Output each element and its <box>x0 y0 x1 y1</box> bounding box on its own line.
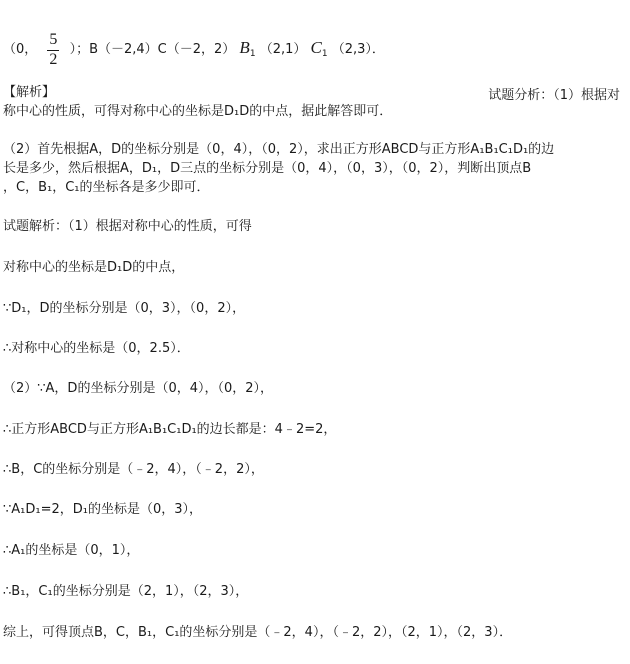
solution-line-5: ∴正方形ABCD与正方形A₁B₁C₁D₁的边长都是：4﹣2=2， <box>3 422 337 437</box>
answer-open: （0， <box>3 42 38 57</box>
solution-line-10: 综上，可得顶点B，C，B₁，C₁的坐标分别是（﹣2，4），（﹣2，2），（2，1），（2，3）． <box>3 625 513 640</box>
answer-line <box>3 26 385 72</box>
point-b1-label: B <box>239 38 250 57</box>
solution-line-1: 对称中心的坐标是D₁D的中点， <box>3 260 185 275</box>
solution-line-3: ∴对称中心的坐标是（0，2.5）． <box>3 341 190 356</box>
point-c1-sub: 1 <box>321 49 328 59</box>
jiexi-heading: 【解析】 <box>3 85 56 100</box>
solution-line-2: ∵D₁，D的坐标分别是（0，3），（0，2）， <box>3 301 246 316</box>
part2-line-1: （2）首先根据A，D的坐标分别是（0，4），（0，2），求出正方形ABCD与正方形A₁B₁C₁D₁的边 <box>3 142 555 157</box>
solution-head: 试题解析：（1）根据对称中心的性质，可得 <box>3 219 252 234</box>
point-b1-value: （2,1） <box>259 42 307 57</box>
solution-line-4: （2）∵A，D的坐标分别是（0，4），（0，2）， <box>3 381 274 396</box>
point-b1-sub: 1 <box>249 49 256 59</box>
point-c1-value: （2,3）． <box>331 42 385 57</box>
part2-line-2: 长是多少，然后根据A，D₁，D三点的坐标分别是（0，4），（0，3），（0，2），判断出顶点B <box>3 161 532 176</box>
solution-line-9: ∴B₁，C₁的坐标分别是（2，1），（2，3）， <box>3 584 249 599</box>
analysis-head: 试题分析：（1）根据对 <box>488 88 620 103</box>
answer-points-bc: ）；B（－2,4）C（－2，2） <box>69 42 236 57</box>
solution-line-8: ∴A₁的坐标是（0，1）， <box>3 543 140 558</box>
fraction <box>47 31 59 69</box>
fraction-denominator: 2 <box>49 50 58 68</box>
part2-line-3: ，C，B₁，C₁的坐标各是多少即可． <box>3 180 210 195</box>
fraction-numerator: 5 <box>47 31 59 51</box>
solution-line-7: ∵A₁D₁=2，D₁的坐标是（0，3）， <box>3 502 203 517</box>
solution-line-6: ∴B，C的坐标分别是（﹣2，4），（﹣2，2）， <box>3 462 264 477</box>
point-c1-label: C <box>310 38 322 57</box>
analysis-line-2: 称中心的性质，可得对称中心的坐标是D₁D的中点，据此解答即可． <box>3 104 393 119</box>
